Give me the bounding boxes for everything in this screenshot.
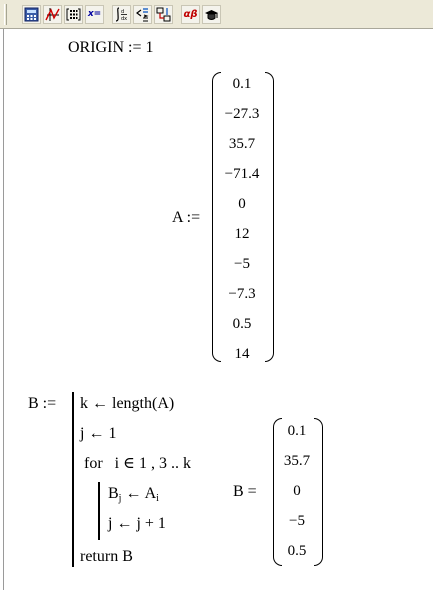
program-return[interactable]: return B: [80, 548, 133, 565]
greek-toolbar-button[interactable]: [181, 5, 200, 24]
vector-a-label[interactable]: A :=: [172, 209, 201, 226]
svg-text:d: d: [121, 9, 125, 15]
programming-icon: [156, 7, 171, 22]
vector-b-result-label[interactable]: B =: [233, 483, 257, 500]
vector-a-element[interactable]: 35.7: [228, 136, 256, 152]
vector-a-element[interactable]: 14: [234, 346, 250, 362]
vector-a-element[interactable]: 0.5: [232, 316, 252, 332]
program-for-loop[interactable]: [84, 456, 191, 472]
program-line-jinc[interactable]: j ← j + 1: [108, 515, 166, 532]
worksheet-margin-line: [3, 29, 4, 590]
vector-b-element: 0: [293, 483, 301, 499]
vector-b-element: −5: [289, 513, 305, 529]
programming-toolbar-button[interactable]: [154, 5, 173, 24]
program-b-label[interactable]: B :=: [28, 395, 57, 412]
matrix-icon: [66, 7, 81, 22]
program-line-bj[interactable]: $B_j$ ← $A_i$: [108, 485, 159, 504]
vector-a-element[interactable]: −7.3: [228, 286, 256, 302]
program-line-j[interactable]: j ← 1: [80, 425, 117, 442]
evaluation-icon: x=: [87, 9, 102, 19]
vector-b-element: 35.7: [283, 453, 311, 469]
vector-a-element[interactable]: −5: [234, 256, 250, 272]
origin-definition[interactable]: ORIGIN := 1: [68, 39, 154, 56]
calculator-toolbar-button[interactable]: [22, 5, 41, 24]
for-keyword: for: [84, 455, 103, 472]
program-outer-bar: [72, 392, 74, 567]
vector-a-element[interactable]: 12: [234, 226, 250, 242]
toolbar-grip[interactable]: [4, 4, 7, 25]
svg-text:dx: dx: [121, 16, 128, 22]
graph-toolbar-button[interactable]: [43, 5, 62, 24]
greek-icon: αβ: [183, 8, 198, 20]
vector-b-element: 0.1: [287, 423, 307, 439]
symbolic-toolbar-button[interactable]: [202, 5, 221, 24]
vector-a-element[interactable]: 0: [238, 196, 246, 212]
calculator-icon: [24, 7, 39, 22]
boolean-toolbar-button[interactable]: [133, 5, 152, 24]
program-line-k[interactable]: k ← length(A): [80, 395, 175, 412]
matrix-toolbar-button[interactable]: [64, 5, 83, 24]
vector-a-element[interactable]: 0.1: [232, 76, 252, 92]
graph-icon: [45, 7, 60, 22]
math-toolbar: [0, 0, 433, 29]
boolean-icon: [135, 7, 150, 22]
vector-b-element: 0.5: [287, 543, 307, 559]
symbolic-icon: [204, 7, 219, 22]
calculus-icon: [114, 7, 129, 22]
vector-a-element[interactable]: −27.3: [224, 106, 260, 122]
calculus-toolbar-button[interactable]: [112, 5, 131, 24]
vector-a-element[interactable]: −71.4: [224, 166, 260, 182]
evaluation-toolbar-button[interactable]: [85, 5, 104, 24]
for-range: i ∈ 1 , 3 .. k: [114, 455, 191, 472]
program-inner-bar: [98, 482, 100, 540]
